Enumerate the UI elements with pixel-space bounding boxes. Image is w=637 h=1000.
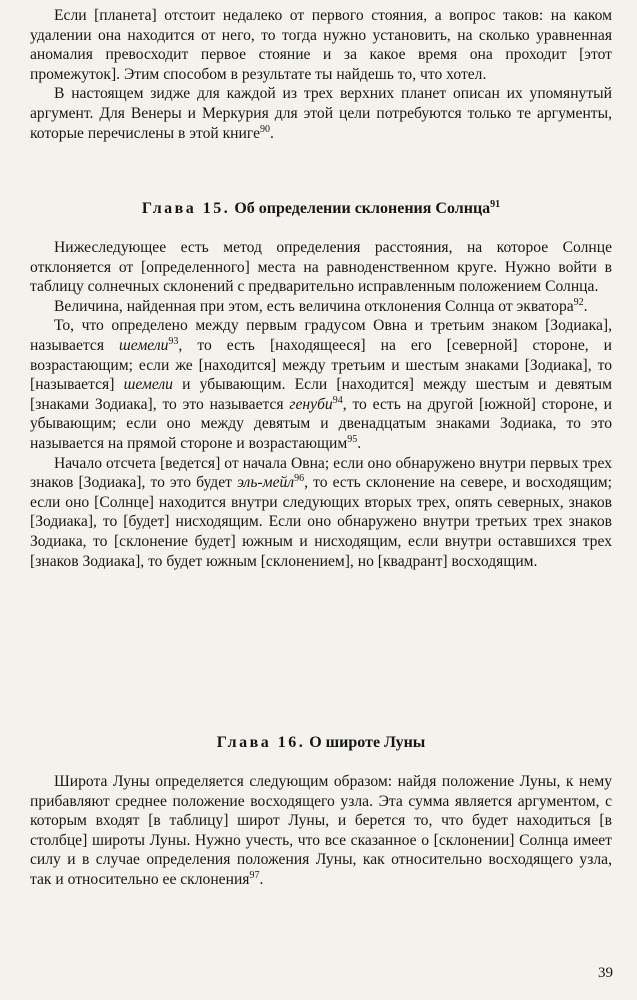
page-number: 39: [598, 965, 613, 981]
chapter-16-heading: [30, 733, 612, 753]
chapter-16-label: Глава 16.: [216, 734, 306, 751]
term-el-meil: эль-мейл: [237, 474, 295, 492]
chapter-15-label: Глава 15.: [141, 200, 231, 217]
p3-part-c: и убывающим. Если [находится] между шестым и девятым [знаками Зодиака], то это называется: [30, 376, 612, 413]
p3-part-b: , то есть [находящееся] на его [северной] стороне, и возрастающим; если же [находится] между третьим и шестым знаками [Зодиака], то [называется]: [30, 336, 613, 394]
chapter-15-title: Об определении склонения Солнца: [234, 200, 491, 217]
chapter-15-paragraph-2: Величина, найденная при этом, есть величина отклонения Солнца от экватора$^{92}$.: [54, 296, 588, 315]
chapter-16-paragraph-1-text: Широта Луны определяется следующим образом: найдя положение Луны, к нему прибавляют среднее положение восходящего узла. Эта сумма является аргументом, с которым входят [в таблицу] широт Луны, и берется то, что будет находиться [в столбце] широты Луны. Нужно учесть, что все сказанное о [склонении] Солнца имеет силу и в случае определения положения Луны, как относительно восходящего узла, так и относительно ее склонения: [30, 773, 612, 888]
footnote-ref-95: 95: [347, 433, 358, 445]
footnote-ref-97: 97: [249, 869, 260, 881]
chapter-16-title: О широте Луны: [309, 734, 426, 751]
intro-paragraph-1: [30, 6, 612, 84]
chapter-15-paragraph-1: [30, 238, 612, 297]
intro-paragraph-2-text: В настоящем зидже для каждой из трех верхних планет описан их упомянутый аргумент. Для Венеры и Меркурия для этой цели потребуются только те аргументы, которые перечислены в этой книге: [30, 85, 612, 142]
p3-part-a: То, что определено между первым градусом Овна и третьим знаком [Зодиака], называется: [30, 317, 612, 354]
footnote-ref-90: 90: [259, 123, 270, 135]
footnote-ref-92: 92: [573, 296, 584, 308]
p3-part-d: , то есть на другой [южной] стороне, и убывающим; если оно между девятым и двенадцатым знаками Зодиака, то это называется на прямой стороне и возрастающим: [30, 395, 613, 452]
chapter-16-paragraph-1: Широта Луны определяется следующим образом: найдя положение Луны, к нему прибавляют среднее положение восходящего узла. Эта сумма является аргументом, с которым входят [в таблицу] широт Луны, и берется то, что будет находиться [в столбце] широты Луны. Нужно учесть, что все сказанное о [склонении] Солнца имеет силу и в случае определения положения Луны, как относительно восходящего узла, так и относительно ее склонения$^{97}$.: [30, 773, 612, 888]
chapter-15-heading: [30, 199, 612, 219]
chapter-15-paragraph-1-text: Нижеследующее есть метод определения расстояния, на которое Солнце отклоняется от [определенного] места на равноденственном круге. Нужно войти в таблицу солнечных склонений с предварительно исправленным положением Солнца.: [30, 239, 612, 296]
term-shemeli-2: шемели: [123, 376, 173, 394]
chapter-15-body: [30, 238, 612, 571]
chapter-16-body: [30, 772, 612, 890]
chapter-15-paragraph-4: [30, 454, 612, 572]
footnote-ref-91: 91: [490, 199, 501, 210]
term-genubi: генуби: [289, 395, 333, 413]
intro-paragraph-1-text: Если [планета] отстоит недалеко от первого стояния, а вопрос таков: на каком удалении она находится от него, то тогда нужно установить, на сколько уравненная аномалия превосходит первое стояние и за какое время она проходит [этот промежуток]. Этим способом в результате ты найдешь то, что хотел.: [30, 7, 612, 83]
footnote-ref-96: 96: [294, 473, 305, 485]
term-shemeli: шемели: [119, 336, 169, 354]
intro-section: [30, 6, 612, 143]
footnote-ref-94: 94: [332, 394, 343, 406]
footnote-ref-93: 93: [168, 335, 179, 347]
chapter-15-paragraph-3: То, что определено между первым градусом Овна и третьим знаком [Зодиака], называется шемели$^{93}$, то есть [находящееся] на его [северной] стороне, и возрастающим; если же [находится] между третьим и шестым знаками [Зодиака], то [называется] шемели и убывающим. Если [находится] между шестым и девятым [знаками Зодиака], то это называется генуби$^{94}$, то есть на другой [южной] стороне, и убывающим; если оно между девятым и двенадцатым знаками Зодиака, то это называется на прямой стороне и возрастающим$^{95}$.: [30, 317, 613, 452]
chapter-15-paragraph-2-text: Величина, найденная при этом, есть величина отклонения Солнца от экватора: [54, 297, 574, 315]
p4-part-a: Начало отсчета [ведется] от начала Овна; если оно обнаружено внутри первых трех знаков [Зодиака], то это будет: [30, 454, 612, 492]
intro-paragraph-2: В настоящем зидже для каждой из трех верхних планет описан их упомянутый аргумент. Для Венеры и Меркурия для этой цели потребуются только те аргументы, которые перечислены в этой книге$^{90}$.: [30, 85, 612, 142]
p4-part-b: , то есть склонение на севере, и восходящим; если оно [Солнце] находится внутри следующих вторых трех, опять северных, знаков [Зодиака], то [будет] нисходящим. Если оно обнаружено внутри третьих трех знаков Зодиака, то [склонение будет] южным и нисходящим, если внутри оставшихся трех [знаков Зодиака], то будет южным [склонением], но [квадрант] восходящим.: [30, 474, 612, 570]
